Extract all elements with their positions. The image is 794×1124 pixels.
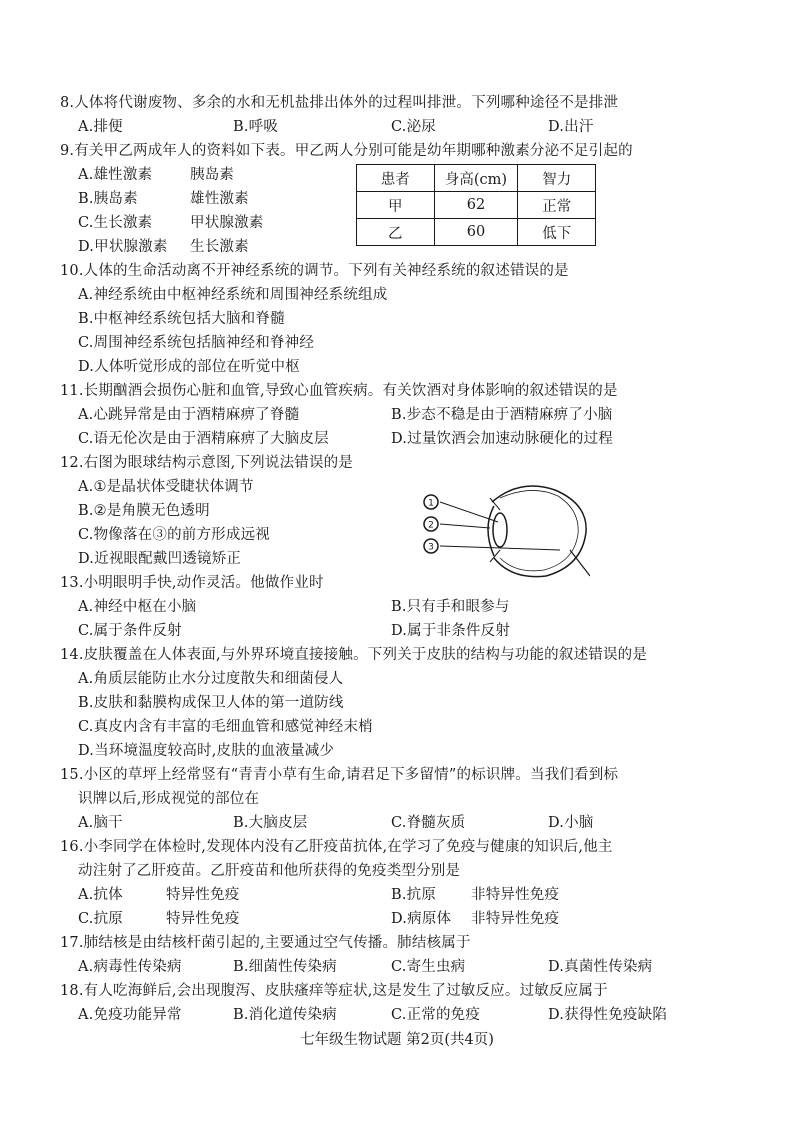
q12-option-d: D.近视眼配戴凹透镜矫正 [78,551,242,567]
label-1: 1 [428,498,434,509]
pointer-line-2 [440,524,490,528]
q9-data-table [356,164,596,246]
q15-option-b: B.大脑皮层 [233,815,308,831]
table-cell: 60 [434,219,518,246]
q11-option-c: C.语无伦次是由于酒精麻痹了大脑皮层 [78,431,329,447]
table-header-cell: 身高(cm) [434,165,518,192]
table-cell: 甲 [357,192,435,219]
q17-option-d: D.真菌性传染病 [548,959,653,975]
q14-option-b: B.皮肤和黏膜构成保卫人体的第一道防线 [78,695,344,711]
q8-option-c: C.泌尿 [391,119,436,135]
table-cell: 低下 [518,219,596,246]
q8-stem: 8.人体将代谢废物、多余的水和无机盐排出体外的过程叫排泄。下列哪种途径不是排泄 [60,95,619,111]
page-footer: 七年级生物试题 第2页(共4页) [300,1032,494,1048]
q11-stem: 11.长期酗酒会损伤心脏和血管,导致心血管疾病。有关饮酒对身体影响的叙述错误的是 [60,383,618,399]
table-header-cell: 智力 [518,165,596,192]
table-header-cell: 患者 [357,165,435,192]
table-header-row [357,165,596,192]
q15-option-c: C.脊髓灰质 [391,815,466,831]
q18-option-b: B.消化道传染病 [233,1007,337,1023]
pointer-line-1 [440,502,498,522]
q8-option-a: A.排便 [78,119,123,135]
q17-option-a: A.病毒性传染病 [78,959,182,975]
q11-option-b: B.步态不稳是由于酒精麻痹了小脑 [391,407,613,423]
table-cell: 正常 [518,192,596,219]
q17-option-c: C.寄生虫病 [391,959,466,975]
q16-option-d: D.病原体 非特异性免疫 [391,911,560,927]
q9-stem: 9.有关甲乙两成年人的资料如下表。甲乙两人分别可能是幼年期哪种激素分泌不足引起的 [60,143,633,159]
q16-stem-line2: 动注射了乙肝疫苗。乙肝疫苗和他所获得的免疫类型分别是 [78,863,461,879]
lens-shape [493,513,507,547]
q13-stem: 13.小明眼明手快,动作灵活。他做作业时 [60,575,324,591]
q16-option-a: A.抗体 特异性免疫 [78,887,240,903]
q12-option-b: B.②是角膜无色透明 [78,503,210,519]
q15-stem-line1: 15.小区的草坪上经常竖有“青青小草有生命,请君足下多留情”的标识牌。当我们看到标 [60,767,619,783]
q13-option-c: C.属于条件反射 [78,623,182,639]
q14-option-c: C.真皮内含有丰富的毛细血管和感觉神经末梢 [78,719,373,735]
q15-option-d: D.小脑 [548,815,594,831]
q18-option-c: C.正常的免疫 [391,1007,481,1023]
q18-stem: 18.有人吃海鲜后,会出现腹泻、皮肤瘙痒等症状,这是发生了过敏反应。过敏反应属于 [60,983,608,999]
retina-line [500,490,578,570]
q16-option-c: C.抗原 特异性免疫 [78,911,240,927]
ciliary-body [490,498,500,562]
q17-stem: 17.肺结核是由结核杆菌引起的,主要通过空气传播。肺结核属于 [60,935,471,951]
q13-option-d: D.属于非条件反射 [391,623,511,639]
q13-option-b: B.只有手和眼参与 [391,599,510,615]
q8-option-b: B.呼吸 [233,119,279,135]
q18-option-d: D.获得性免疫缺陷 [548,1007,668,1023]
optic-nerve [570,550,590,576]
q16-option-b: B.抗原 非特异性免疫 [391,887,560,903]
q12-stem: 12.右图为眼球结构示意图,下列说法错误的是 [60,455,354,471]
q13-option-a: A.神经中枢在小脑 [78,599,197,615]
q10-option-c: C.周围神经系统包括脑神经和脊神经 [78,335,315,351]
eyeball-diagram [420,480,590,580]
q18-option-a: A.免疫功能异常 [78,1007,182,1023]
table-cell: 乙 [357,219,435,246]
label-3: 3 [428,542,434,553]
table-row [357,192,596,219]
label-2: 2 [428,520,434,531]
q10-stem: 10.人体的生命活动离不开神经系统的调节。下列有关神经系统的叙述错误的是 [60,263,569,279]
q14-option-a: A.角质层能防止水分过度散失和细菌侵人 [78,671,344,687]
table-row [357,219,596,246]
q15-option-a: A.脑干 [78,815,123,831]
table-cell: 62 [434,192,518,219]
q17-option-b: B.细菌性传染病 [233,959,337,975]
q11-option-a: A.心跳异常是由于酒精麻痹了脊髓 [78,407,300,423]
q14-stem: 14.皮肤覆盖在人体表面,与外界环境直接接触。下列关于皮肤的结构与功能的叙述错误的是 [60,647,648,663]
q11-option-d: D.过量饮酒会加速动脉硬化的过程 [391,431,613,447]
q14-option-d: D.当环境温度较高时,皮肤的血液量减少 [78,743,335,759]
q9-option-c: C.生长激素 甲状腺激素 [78,215,264,231]
q9-option-a: A.雄性激素 胰岛素 [78,167,235,183]
q12-option-c: C.物像落在③的前方形成远视 [78,527,270,543]
q9-option-b: B.胰岛素 雄性激素 [78,191,249,207]
q8-option-d: D.出汗 [548,119,594,135]
q12-option-a: A.①是晶状体受睫状体调节 [78,479,254,495]
q10-option-d: D.人体听觉形成的部位在听觉中枢 [78,359,300,375]
q9-option-d: D.甲状腺激素 生长激素 [78,239,249,255]
q15-stem-line2: 识牌以后,形成视觉的部位在 [78,791,260,807]
q10-option-b: B.中枢神经系统包括大脑和脊髓 [78,311,285,327]
q16-stem-line1: 16.小李同学在体检时,发现体内没有乙肝疫苗抗体,在学习了免疫与健康的知识后,他主 [60,839,613,855]
q10-option-a: A.神经系统由中枢神经系统和周围神经系统组成 [78,287,388,303]
